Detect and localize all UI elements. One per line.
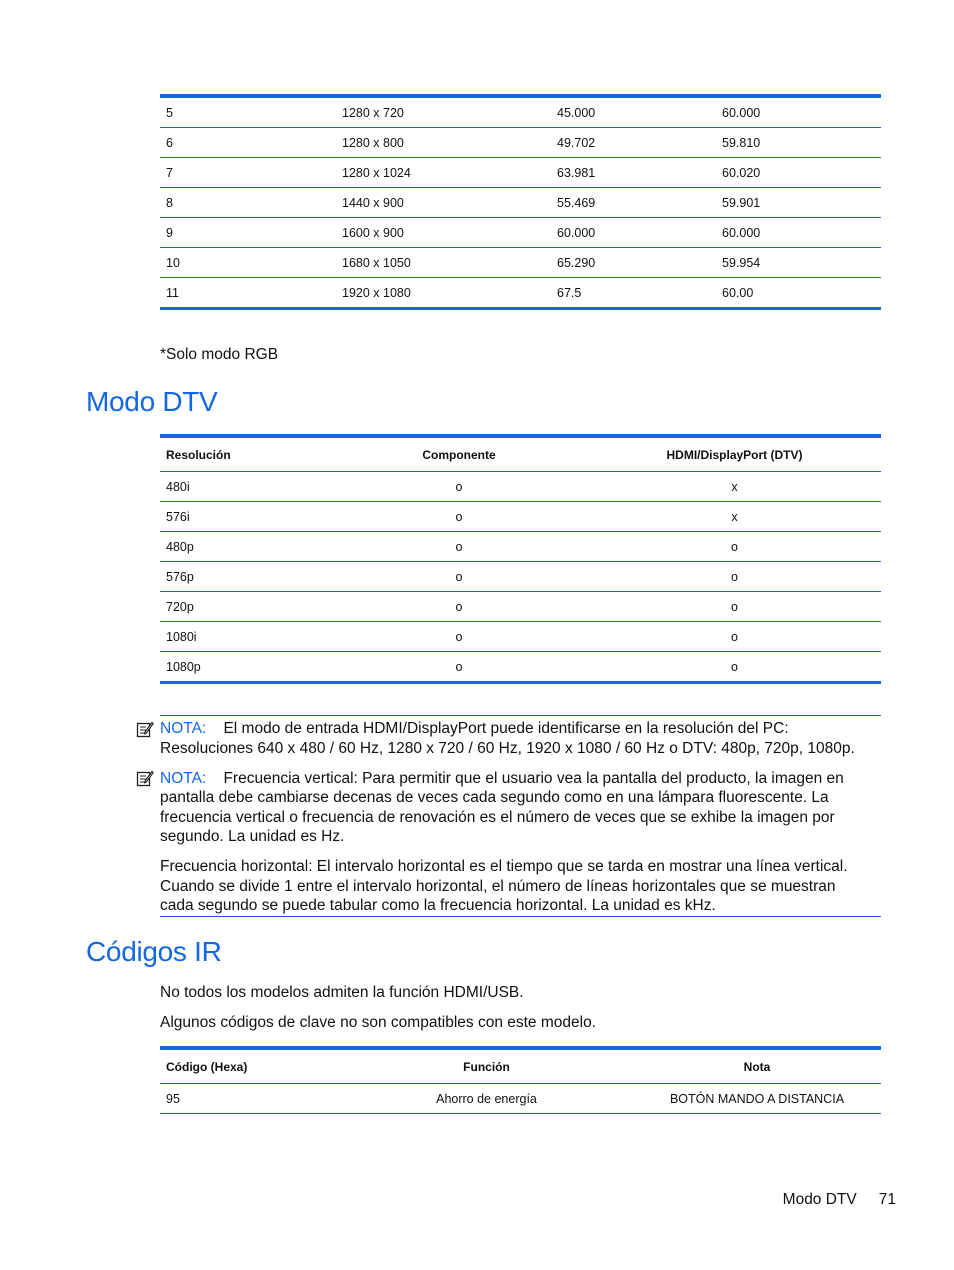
table-row: 576p o o (160, 562, 881, 592)
note2-line1: NOTA: Frecuencia vertical: Para permitir que el usuario vea la pantalla del producto, la imagen en (160, 769, 844, 787)
note2-line4: segundo. La unidad es Hz. (160, 828, 345, 845)
col-header: Nota (633, 1050, 881, 1084)
note-icon (136, 769, 154, 787)
table-row: 7 1280 x 1024 63.981 60.020 (160, 158, 881, 188)
table-header-row (160, 1050, 881, 1084)
col-header: Componente (330, 438, 588, 472)
table-row: 576i o x (160, 502, 881, 532)
table-row: 1080p o o (160, 652, 881, 683)
section-title-ir: Códigos IR (86, 936, 222, 967)
table-row: 1080i o o (160, 622, 881, 652)
table-row: 720p o o (160, 592, 881, 622)
nota-label: NOTA: (160, 720, 207, 737)
table-row: 480i o x (160, 472, 881, 502)
note2-p2-line1: Frecuencia horizontal: El intervalo horizontal es el tiempo que se tarda en mostrar una línea vertical. (160, 858, 848, 875)
section-title-dtv: Modo DTV (86, 386, 218, 417)
table-row: 11 1920 x 1080 67.5 60.00 (160, 278, 881, 309)
note-icon (136, 720, 154, 738)
table-row: 480p o o (160, 532, 881, 562)
ir-table (160, 1050, 881, 1114)
ir-para1: No todos los modelos admiten la función HDMI/USB. (160, 984, 524, 1001)
table-row: 5 1280 x 720 45.000 60.000 (160, 98, 881, 128)
nota-label: NOTA: (160, 769, 207, 787)
note1-line1: NOTA: El modo de entrada HDMI/DisplayPort puede identificarse en la resolución del PC: (160, 720, 789, 737)
page-footer (783, 1191, 896, 1209)
note2-p2-line3: cada segundo se puede tabular como la frecuencia horizontal. La unidad es kHz. (160, 897, 716, 914)
table-header-row (160, 438, 881, 472)
table-row: 8 1440 x 900 55.469 59.901 (160, 188, 881, 218)
ir-para2: Algunos códigos de clave no son compatibles con este modelo. (160, 1014, 596, 1031)
note1-line2: Resoluciones 640 x 480 / 60 Hz, 1280 x 720 / 60 Hz, 1920 x 1080 / 60 Hz o DTV: 480p, 720p, 1080p. (160, 739, 855, 757)
table-row: 6 1280 x 800 49.702 59.810 (160, 128, 881, 158)
note1-top-rule (160, 715, 881, 716)
footnote: *Solo modo RGB (160, 346, 279, 363)
note2-line2: pantalla debe cambiarse decenas de veces cada segundo como en una lámpara fluorescente. La (160, 789, 829, 806)
col-header: HDMI/DisplayPort (DTV) (588, 438, 881, 472)
col-header: Función (340, 1050, 633, 1084)
col-header: Resolución (160, 438, 330, 472)
note2-bottom-rule (160, 916, 881, 917)
col-header: Código (Hexa) (160, 1050, 340, 1084)
table-row: 9 1600 x 900 60.000 60.000 (160, 218, 881, 248)
page-number: 71 (878, 1191, 896, 1208)
dtv-table (160, 438, 881, 684)
footer-section: Modo DTV (782, 1191, 857, 1208)
table-row: 10 1680 x 1050 65.290 59.954 (160, 248, 881, 278)
note2-line3: frecuencia vertical o frecuencia de renovación es el número de veces que se exhibe la imagen por (160, 808, 835, 826)
timing-table (160, 98, 881, 310)
note2-p2-line2: Cuando se divide 1 entre el intervalo horizontal, el número de líneas horizontales que se muestran (160, 877, 836, 895)
table-row: 95 Ahorro de energía BOTÓN MANDO A DISTANCIA (160, 1084, 881, 1114)
